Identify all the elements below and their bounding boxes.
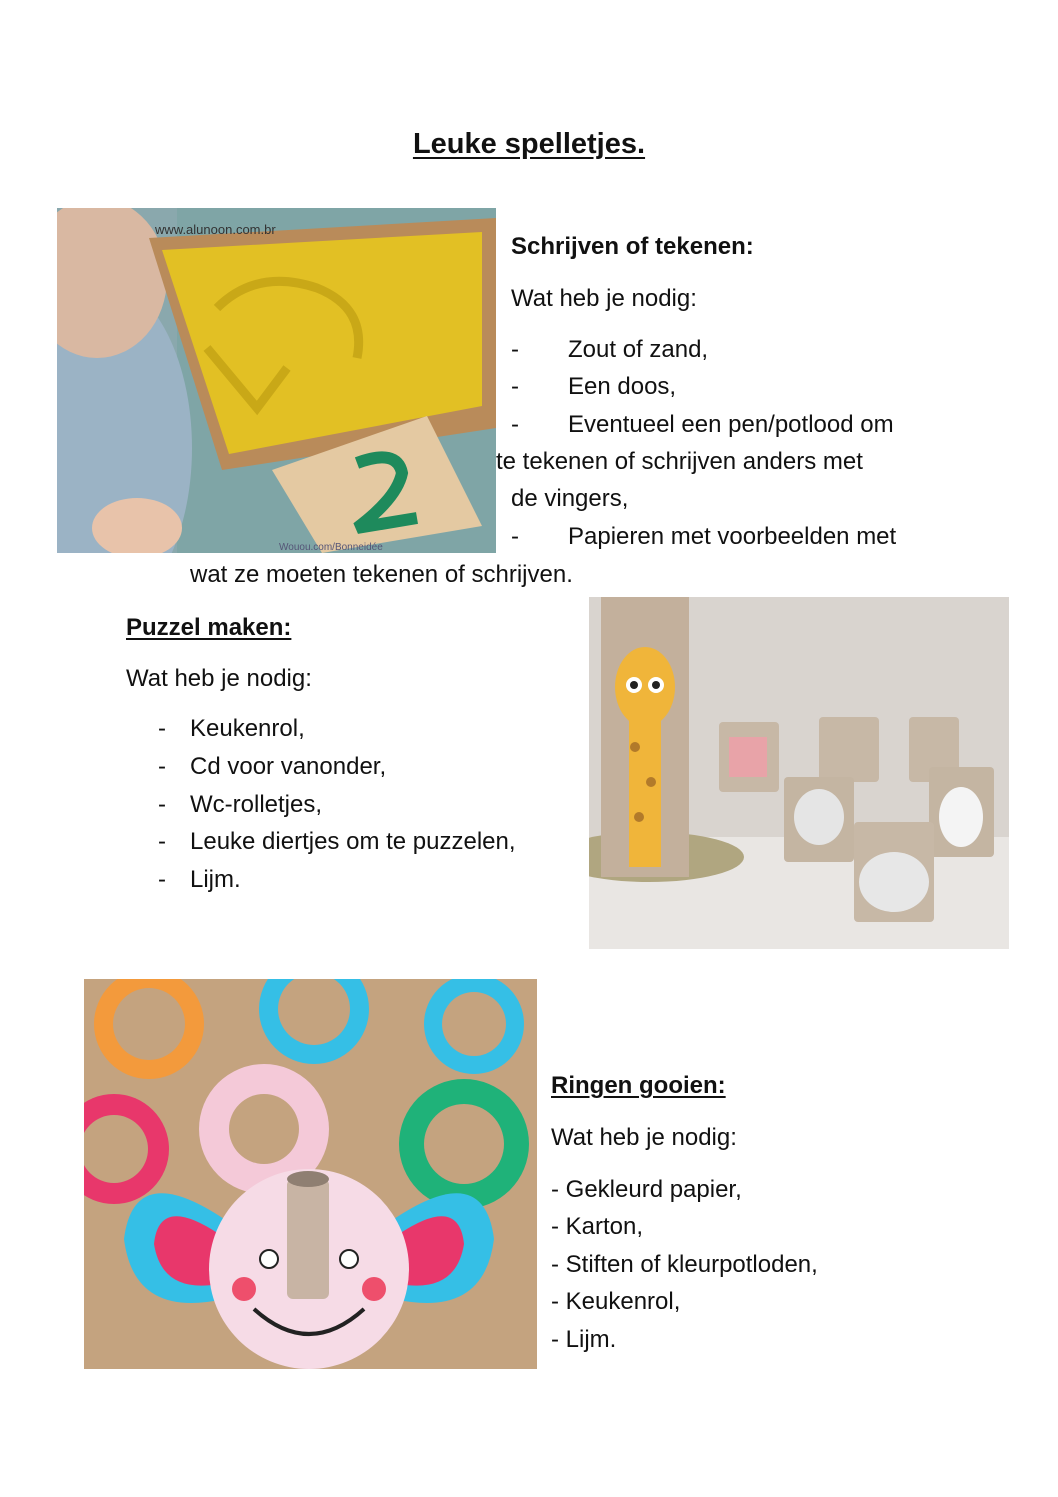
section2-need: Wat heb je nodig: <box>126 665 312 692</box>
sand-tray-photo <box>57 208 496 553</box>
section1-need: Wat heb je nodig: <box>511 285 697 312</box>
ring-toss-photo <box>84 979 537 1369</box>
section3-item-4: - Keukenrol, <box>551 1288 681 1315</box>
photo-watermark-bottom: Wouou.com/Bonneidée <box>279 542 383 553</box>
section1-item-4: - Papieren met voorbeelden met <box>511 523 897 550</box>
section3-item-5: - Lijm. <box>551 1326 617 1353</box>
section3-item-3: - Stiften of kleurpotloden, <box>551 1251 818 1278</box>
section3-heading: Ringen gooien: <box>551 1072 726 1099</box>
section2-item-5: - Lijm. <box>158 866 241 893</box>
section1-item-3-cont-2: de vingers, <box>511 485 629 512</box>
section2-item-4: - Leuke diertjes om te puzzelen, <box>158 828 516 855</box>
photo-watermark-top: www.alunoon.com.br <box>155 222 276 237</box>
section1-item-2: - Een doos, <box>511 373 677 400</box>
section2-heading: Puzzel maken: <box>126 614 292 641</box>
section1-item-1: - Zout of zand, <box>511 336 709 363</box>
section2-item-3: - Wc-rolletjes, <box>158 791 323 818</box>
section3-item-2: - Karton, <box>551 1213 644 1240</box>
section1-item-3-cont-1: te tekenen of schrijven anders met <box>496 448 863 475</box>
section1-heading: Schrijven of tekenen: <box>511 233 754 260</box>
puzzle-rolls-photo <box>589 597 1009 949</box>
section1-item-3: - Eventueel een pen/potlood om <box>511 411 894 438</box>
section1-item-4-cont: wat ze moeten tekenen of schrijven. <box>190 561 573 588</box>
section3-item-1: - Gekleurd papier, <box>551 1176 742 1203</box>
section2-item-2: - Cd voor vanonder, <box>158 753 387 780</box>
section2-item-1: - Keukenrol, <box>158 715 305 742</box>
page-title: Leuke spelletjes. <box>412 128 646 160</box>
section3-need: Wat heb je nodig: <box>551 1124 737 1151</box>
